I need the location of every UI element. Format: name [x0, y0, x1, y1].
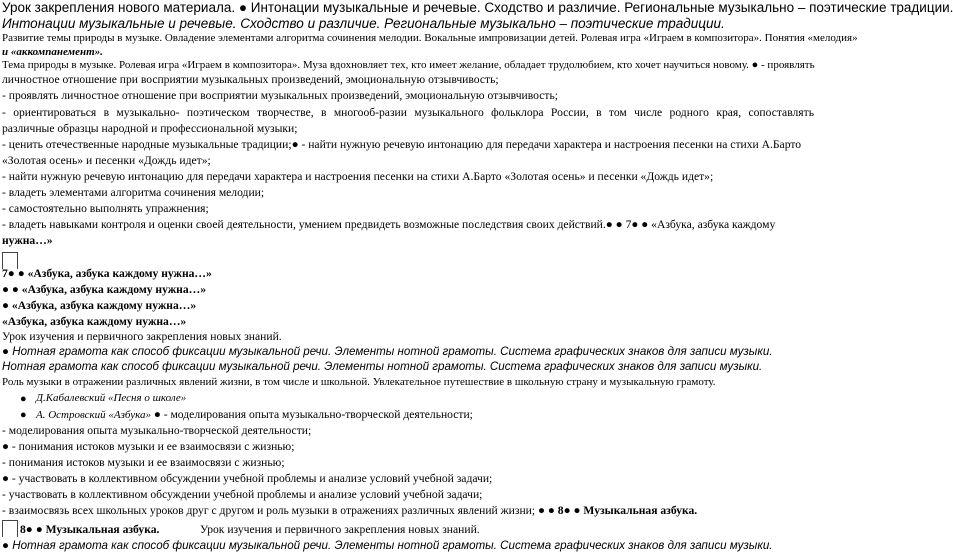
- doc-line-5: Тема природы в музыке. Ролевая игра «Играем в композитора». Муза вдохновляет тех, кто имеет желание, обладает трудолюбием, кто хочет научиться новому. ● - проявлять: [2, 59, 815, 71]
- list-bullet: ●: [20, 393, 27, 405]
- list-item-azbuka: А. Островский «Азбука» ● - моделирования опыта музыкально-творческой деятельности;: [36, 408, 473, 421]
- doc-line-27: - моделирования опыта музыкально-творческой деятельности;: [2, 424, 312, 437]
- doc-line-16: нужна…»: [2, 234, 53, 247]
- doc-line-2: Интонации музыкальные и речевые. Сходство и различие. Региональные музыкально – поэтические традиции.: [2, 16, 725, 31]
- doc-line-8: - ориентироваться в музыкально- поэтическом творчестве, в многооб-разии музыкального фольклора России, в том числе родного края, сопоставлять: [2, 106, 814, 119]
- doc-line-9: различные образцы народной и профессиональной музыки;: [2, 122, 298, 135]
- doc-line-21: Урок изучения и первичного закрепления новых знаний.: [2, 330, 282, 343]
- doc-line-12: - найти нужную речевую интонацию для передачи характера и настроения песенки на стихи А.Барто «Золотая осень» и песенки «Дождь идет»;: [2, 170, 714, 183]
- doc-line-29: - понимания истоков музыки и ее взаимосвязи с жизнью;: [2, 456, 285, 469]
- doc-line-20: «Азбука, азбука каждому нужна…»: [2, 315, 187, 328]
- doc-line-10: - ценить отечественные народные музыкальные традиции;● - найти нужную речевую интонацию для передачи характера и настроения песенки на стихи А.Барто: [2, 138, 802, 151]
- doc-line-7: - проявлять личностное отношение при восприятии музыкальных произведений, эмоциональную отзывчивость;: [2, 89, 558, 102]
- doc-line-35: 8● ● Музыкальная азбука.: [20, 523, 160, 536]
- doc-line-32: - взаимосвязь всех школьных уроков друг с другом и роль музыки в отражениях различных явлений жизни; ● ● 8● ● Музыкальная азбука.: [2, 504, 698, 517]
- doc-line-24: Роль музыки в отражении различных явлений жизни, в том числе и школьной. Увлекательное путешествие в школьную страну и музыкальную грамоту.: [2, 376, 716, 388]
- doc-line-39: Урок изучения и первичного закрепления новых знаний.: [200, 523, 480, 536]
- doc-line-14: - самостоятельно выполнять упражнения;: [2, 202, 209, 215]
- doc-line-23: Нотная грамота как способ фиксации музыкальной речи. Элементы нотной грамоты. Система графических знаков для записи музыки.: [2, 360, 763, 373]
- doc-line-1: Урок закрепления нового материала. ● Интонации музыкальные и речевые. Сходство и различие. Региональные музыкально – поэтические традиции.: [2, 0, 953, 15]
- doc-line-30: ● - участвовать в коллективном обсуждении учебной проблемы и анализе условий учебной задачи;: [2, 472, 493, 485]
- doc-line-28: ● - понимания истоков музыки и ее взаимосвязи с жизнью;: [2, 440, 295, 453]
- doc-line-15: - владеть навыками контроля и оценки своей деятельности, умением предвидеть возможные последствия своих действий.● ● 7● ● «Азбука, азбука каждому: [2, 218, 776, 231]
- doc-line-6: личностное отношение при восприятии музыкальных произведений, эмоциональную отзывчивость;: [2, 73, 499, 86]
- doc-line-3: Развитие темы природы в музыке. Овладение элементами алгоритма сочинения мелодии. Вокальные импровизации детей. Ролевая игра «Играем в композитора». Понятия «мелодия»: [2, 32, 858, 44]
- doc-line-13: - владеть элементами алгоритма сочинения мелодии;: [2, 186, 265, 199]
- doc-line-11: «Золотая осень» и песенки «Дождь идет»;: [2, 154, 211, 167]
- empty-cell-box-2: [2, 520, 18, 537]
- doc-line-17: 7● ● «Азбука, азбука каждому нужна…»: [2, 267, 212, 280]
- doc-line-4: и «аккомпанемент».: [2, 46, 103, 58]
- doc-line-40: ● Нотная грамота как способ фиксации музыкальной речи. Элементы нотной грамоты. Система графических знаков для записи музыки.: [2, 539, 773, 552]
- doc-line-22: ● Нотная грамота как способ фиксации музыкальной речи. Элементы нотной грамоты. Система графических знаков для записи музыки.: [2, 345, 773, 358]
- list-bullet: ●: [20, 409, 27, 421]
- list-item-song: Д.Кабалевский «Песня о школе»: [36, 392, 187, 404]
- doc-line-19: ● «Азбука, азбука каждому нужна…»: [2, 299, 197, 312]
- doc-line-31: - участвовать в коллективном обсуждении учебной проблемы и анализе условий учебной задачи;: [2, 488, 483, 501]
- doc-line-18: ● ● «Азбука, азбука каждому нужна…»: [2, 283, 207, 296]
